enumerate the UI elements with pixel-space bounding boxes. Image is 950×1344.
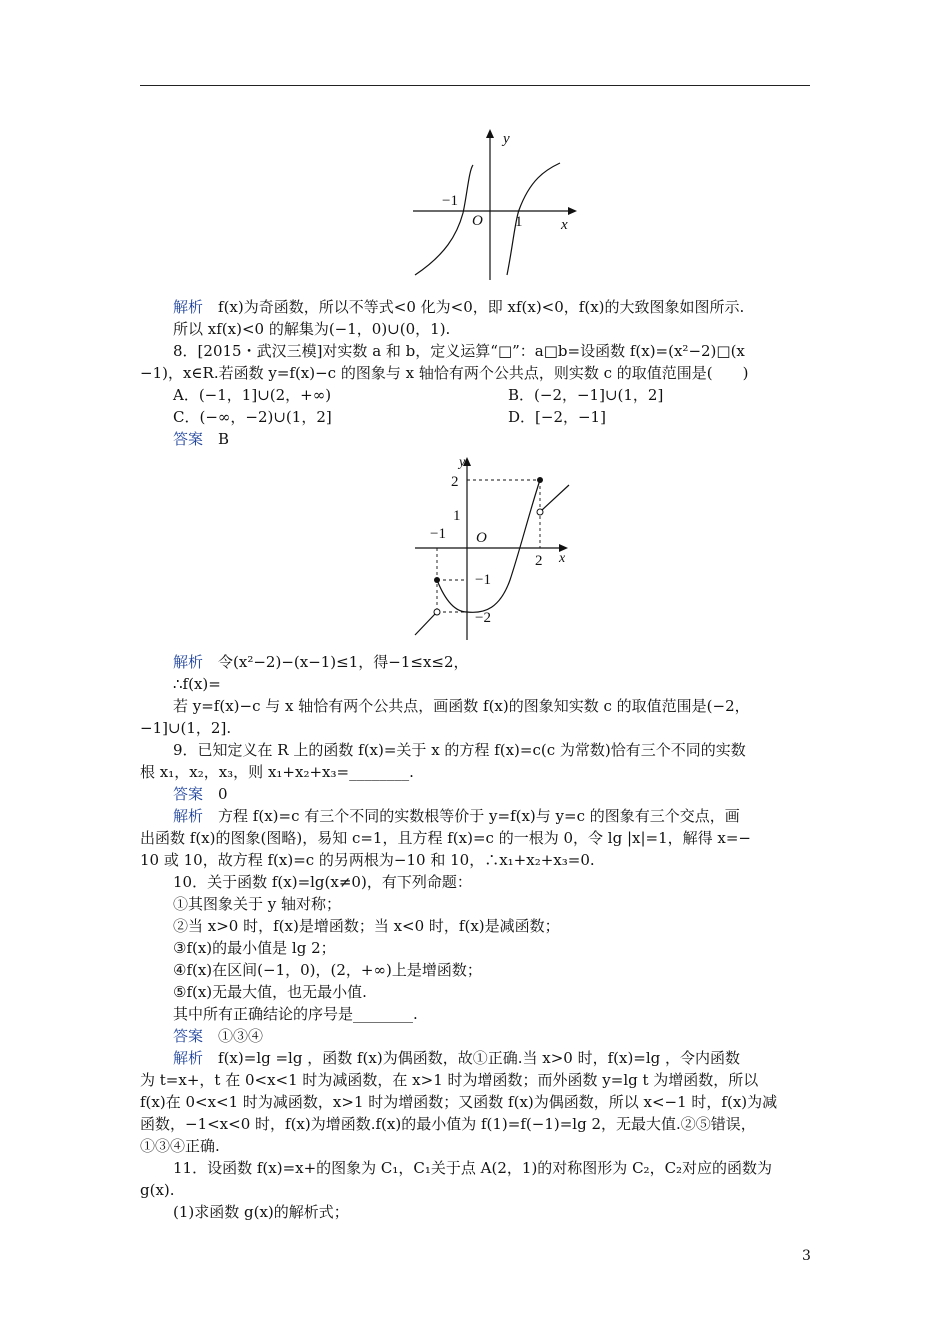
solution-8-line-4: −1]∪(1，2]. [140, 719, 232, 737]
origin-label: O [476, 530, 487, 546]
analysis-tag: 解析 [173, 1049, 204, 1067]
question-10-item-1: ①其图象关于 y 轴对称； [173, 895, 342, 913]
solution-10-line-4: 函数，−1<x<0 时，f(x)为增函数.f(x)的最小值为 f(1)=f(−1)=lg 2，无最大值.②⑤错误， [140, 1115, 756, 1133]
solution-9-line-2: 出函数 f(x)的图象(图略)，易知 c=1，且方程 f(x)=c 的一根为 0，令 lg |x|=1，解得 x=− [140, 829, 751, 847]
y-axis-label: y [459, 455, 466, 470]
origin-label: O [472, 213, 483, 229]
question-10-item-4: ④f(x)在区间(−1，0)，(2，+∞)上是增函数； [173, 961, 482, 979]
question-10-stem: 10．关于函数 f(x)=lg(x≠0)，有下列命题： [173, 873, 472, 891]
analysis-tag: 解析 [173, 298, 204, 316]
question-8-line-1: 8．[2015・武汉三模]对实数 a 和 b，定义运算“□”：a□b=设函数 f(x)=(x²−2)□(x [173, 342, 745, 360]
answer-value: 0 [218, 785, 228, 803]
y-axis-label: y [503, 131, 510, 147]
figure-odd-function [405, 125, 585, 285]
option-c: C．(−∞，−2)∪(1，2] [173, 408, 332, 426]
question-11-line-2: g(x). [140, 1181, 175, 1199]
solution-7-line-1: 解析 f(x)为奇函数，所以不等式<0 化为<0，即 xf(x)<0，f(x)的大致图象如图所示. [173, 298, 745, 316]
solution-7-line-2: 所以 xf(x)<0 的解集为(−1，0)∪(0，1). [173, 320, 451, 338]
answer-value: B [218, 430, 230, 448]
option-b: B．(−2，−1]∪(1，2] [508, 386, 664, 404]
solution-8-line-2: ∴f(x)= [173, 675, 221, 693]
question-9-line-1: 9．已知定义在 R 上的函数 f(x)=关于 x 的方程 f(x)=c(c 为常数)恰有三个不同的实数 [173, 741, 746, 759]
answer-value: ①③④ [218, 1027, 264, 1045]
tick-y-neg2: −2 [475, 610, 491, 626]
tick-x-2: 2 [535, 553, 543, 569]
analysis-tag: 解析 [173, 653, 204, 671]
tick-y-2: 2 [451, 474, 459, 490]
figure-piecewise-function [405, 450, 580, 645]
question-10-item-5: ⑤f(x)无最大值，也无最小值. [173, 983, 367, 1001]
question-8-line-2: −1)，x∈R.若函数 y=f(x)−c 的图象与 x 轴恰有两个公共点，则实数 c 的取值范围是( ) [140, 364, 749, 382]
page-number: 3 [802, 1248, 811, 1264]
question-11-sub-1: (1)求函数 g(x)的解析式； [173, 1203, 349, 1221]
option-a: A．(−1，1]∪(2，+∞) [173, 386, 332, 404]
header-rule [140, 85, 810, 86]
question-10-ask: 其中所有正确结论的序号是________. [173, 1005, 418, 1023]
tick-x-neg1: −1 [430, 526, 446, 542]
neg1-label: −1 [442, 193, 458, 209]
solution-10-line-1: 解析 f(x)=lg =lg ，函数 f(x)为偶函数，故①正确.当 x>0 时，f(x)=lg ，令内函数 [173, 1049, 741, 1067]
solution-8-line-1: 解析 令(x²−2)−(x−1)≤1，得−1≤x≤2， [173, 653, 469, 671]
option-d: D．[−2，−1] [508, 408, 606, 426]
answer-tag: 答案 [173, 785, 204, 803]
solution-10-line-3: f(x)在 0<x<1 时为减函数，x>1 时为增函数；又函数 f(x)为偶函数，所以 x<−1 时，f(x)为减 [140, 1093, 778, 1111]
answer-9 [140, 783, 853, 805]
solution-9-line-3: 10 或 10，故方程 f(x)=c 的另两根为−10 和 10，∴x₁+x₂+x₃=0. [140, 851, 595, 869]
x-axis-label: x [561, 217, 568, 233]
tick-y-neg1: −1 [475, 572, 491, 588]
answer-10 [140, 1025, 853, 1047]
solution-9-line-1: 解析 方程 f(x)=c 有三个不同的实数根等价于 y=f(x)与 y=c 的图象有三个交点，画 [173, 807, 740, 825]
analysis-tag: 解析 [173, 807, 204, 825]
answer-8 [140, 428, 853, 450]
answer-tag: 答案 [173, 430, 204, 448]
one-label: 1 [515, 214, 523, 230]
x-axis-label: x [559, 551, 566, 566]
solution-10-line-5: ①③④正确. [140, 1137, 220, 1155]
question-9-line-2: 根 x₁，x₂，x₃，则 x₁+x₂+x₃=________. [140, 763, 414, 781]
question-10-item-3: ③f(x)的最小值是 lg 2； [173, 939, 336, 957]
solution-8-line-3: 若 y=f(x)−c 与 x 轴恰有两个公共点，画函数 f(x)的图象知实数 c 的取值范围是(−2， [173, 697, 750, 715]
question-11-line-1: 11．设函数 f(x)=x+的图象为 C₁，C₁关于点 A(2，1)的对称图形为 C₂，C₂对应的函数为 [173, 1159, 773, 1177]
tick-y-1: 1 [453, 508, 461, 524]
solution-10-line-2: 为 t=x+，t 在 0<x<1 时为减函数，在 x>1 时为增函数；而外函数 y=lg t 为增函数，所以 [140, 1071, 759, 1089]
answer-tag: 答案 [173, 1027, 204, 1045]
question-10-item-2: ②当 x>0 时，f(x)是增函数；当 x<0 时，f(x)是减函数； [173, 917, 560, 935]
